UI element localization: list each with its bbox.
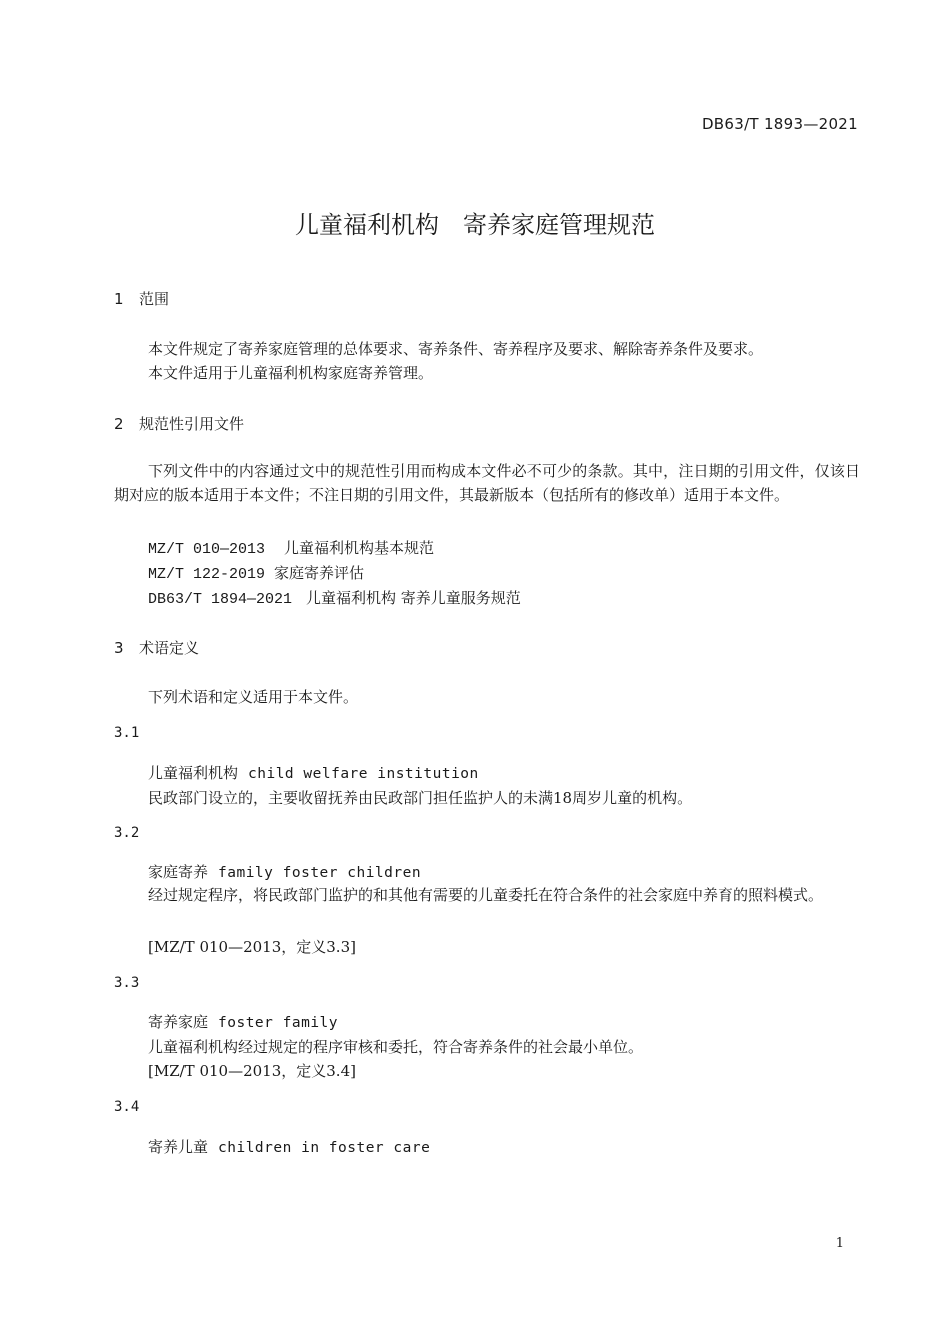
clause-number: 3.3 xyxy=(114,975,140,991)
normative-references-paragraph: 下列文件中的内容通过文中的规范性引用而构成本文件必不可少的条款。其中，注日期的引用文件，仅该日期对应的版本适用于本文件；不注日期的引用文件，其最新版本（包括所有的修改单）适用于本文件。 xyxy=(114,462,860,504)
term-source: [MZ/T 010—2013，定义3.4] xyxy=(148,1062,356,1080)
term-en: child welfare institution xyxy=(248,766,479,782)
term-entry xyxy=(148,861,421,882)
term-en: family foster children xyxy=(218,865,422,881)
section-number: 2 xyxy=(114,415,124,433)
term-cn: 寄养家庭 xyxy=(148,1013,209,1031)
reference-title: 儿童福利机构基本规范 xyxy=(284,539,435,557)
section-1-heading xyxy=(114,288,169,309)
terms-intro: 下列术语和定义适用于本文件。 xyxy=(148,688,359,706)
term-cn: 寄养儿童 xyxy=(148,1138,209,1156)
document-title: 儿童福利机构 寄养家庭管理规范 xyxy=(295,211,655,239)
section-2-heading xyxy=(114,413,244,434)
section-title: 规范性引用文件 xyxy=(139,415,245,433)
term-en: foster family xyxy=(218,1015,339,1031)
reference-code: MZ/T 122-2019 xyxy=(148,566,266,583)
term-entry xyxy=(148,1136,430,1157)
section-number: 3 xyxy=(114,639,124,657)
section-title: 范围 xyxy=(139,290,170,308)
term-entry xyxy=(148,762,479,783)
term-en: children in foster care xyxy=(218,1140,431,1156)
reference-code: DB63/T 1894—2021 xyxy=(148,591,293,608)
clause-number: 3.4 xyxy=(114,1099,140,1115)
term-source: [MZ/T 010—2013，定义3.3] xyxy=(148,938,356,956)
clause-number: 3.1 xyxy=(114,725,140,741)
reference-item xyxy=(148,537,434,558)
term-entry xyxy=(148,1011,338,1032)
term-definition: 经过规定程序，将民政部门监护的和其他有需要的儿童委托在符合条件的社会家庭中养育的照料模式。 xyxy=(148,886,824,904)
clause-number: 3.2 xyxy=(114,825,140,841)
section-3-heading xyxy=(114,637,199,658)
page-number: 1 xyxy=(835,1236,844,1251)
section-title: 术语定义 xyxy=(139,639,200,657)
reference-title: 家庭寄养评估 xyxy=(274,564,365,582)
scope-paragraph-2: 本文件适用于儿童福利机构家庭寄养管理。 xyxy=(148,364,434,382)
document-number: DB63/T 1893—2021 xyxy=(701,115,858,133)
term-cn: 儿童福利机构 xyxy=(148,764,239,782)
reference-title: 儿童福利机构 寄养儿童服务规范 xyxy=(306,589,521,607)
term-definition: 民政部门设立的，主要收留抚养由民政部门担任监护人的未满18周岁儿童的机构。 xyxy=(148,789,693,807)
section-number: 1 xyxy=(114,290,124,308)
term-cn: 家庭寄养 xyxy=(148,863,209,881)
term-definition: 儿童福利机构经过规定的程序审核和委托，符合寄养条件的社会最小单位。 xyxy=(148,1038,644,1056)
scope-paragraph-1: 本文件规定了寄养家庭管理的总体要求、寄养条件、寄养程序及要求、解除寄养条件及要求。 xyxy=(148,340,764,358)
reference-item xyxy=(148,562,364,583)
reference-item xyxy=(148,587,521,608)
reference-code: MZ/T 010—2013 xyxy=(148,541,266,558)
